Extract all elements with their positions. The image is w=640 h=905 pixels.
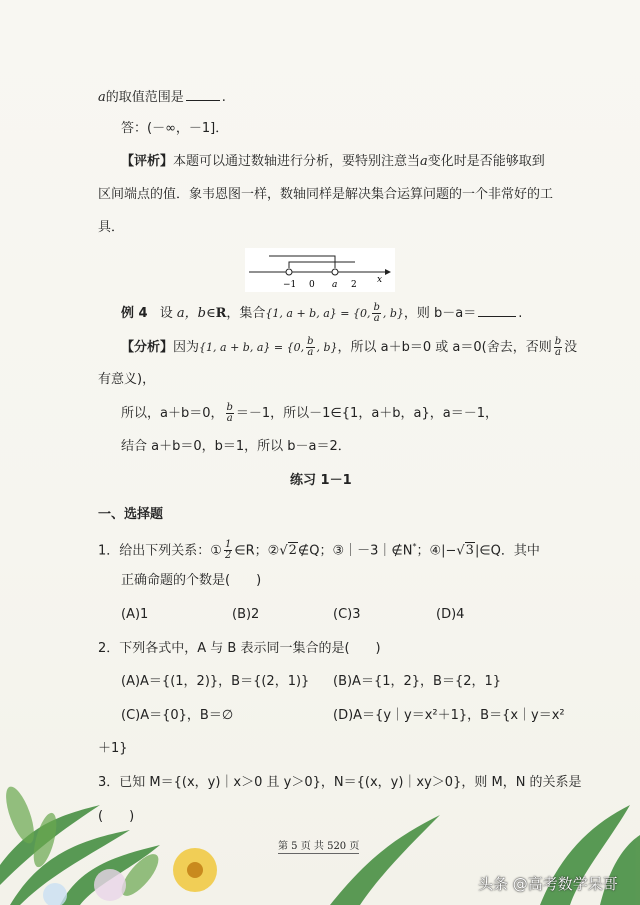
q1-text-2: ∈R；② [234,543,280,559]
axis-label-x: x [377,275,383,285]
fraction-one-half: $\frac{1}{2}$ [224,539,232,562]
number-line-figure [245,248,395,292]
q1-option-c[interactable]: (C)3 [333,607,361,622]
page-footer: 第 5 页 共 520 页 [278,841,360,852]
combine-line: 结合 a＋b＝0，b＝1，所以 b－a＝2． [121,439,351,454]
analysis-line-2: 有意义)， [98,372,156,387]
example-label: 例 4 [121,306,148,321]
so-text-1: 所以，a＋b＝0， [121,406,224,421]
q2-option-d-cont: ＋1} [98,741,128,756]
example-set-left: {1, a + b, a} = {0, [265,307,371,320]
sqrt-two: √2 [279,543,297,559]
tick-label-a: a [332,280,338,290]
question-range-line [98,88,226,107]
comment-line-2: 区间端点的值．象韦恩图一样，数轴同样是解决集合运算问题的一个非常好的工 [98,187,554,202]
question-3-line-2: ( ) [98,809,135,824]
comment-var: a [420,154,428,169]
q2-option-d[interactable]: (D)A＝{y｜y＝x²＋1}，B＝{x｜y＝x² [333,708,565,723]
figure-background [245,248,395,292]
example-period: . [518,306,523,321]
q2-option-c[interactable]: (C)A＝{0}，B＝∅ [121,708,234,723]
q1-option-d[interactable]: (D)4 [436,607,465,622]
tick-label-minus-one: −1 [283,280,297,290]
period: . [221,90,226,105]
comment-text-1: 本题可以通过数轴进行分析，要特别注意当 [173,154,421,169]
q1-text-3: ∉Q；③｜－3｜∉N [297,543,413,559]
exercise-title: 练习 1－1 [290,473,352,488]
q1-star: * [412,542,417,551]
example-4-line [121,303,522,324]
tick-label-zero: 0 [309,280,315,290]
example-blank [478,304,516,317]
example-set-right: , b} [382,307,404,320]
so-text-2: ＝－1，所以－1∈{1，a＋b，a}，a＝－1， [235,406,499,421]
open-point-minus-one [286,269,292,275]
example-text-1: 设 [159,306,173,321]
q1-text-4: ；④ [416,543,442,559]
analysis-text-1: 因为 [173,340,200,355]
question-3-line: 3．已知 M＝{(x，y)｜x＞0 且 y＞0}，N＝{(x，y)｜xy＞0}，则 M，N 的关系是 [98,775,582,790]
example-vars: a，b∈ [176,306,216,321]
set-R: R [215,306,227,321]
analysis-tag: 【分析】 [121,340,174,355]
q2-option-a[interactable]: (A)A＝{(1，2)}，B＝{(2，1)} [121,674,310,689]
example-text-2: ，集合 [226,306,266,321]
analysis-fraction-2: $\frac{b}{a}$ [554,336,562,358]
open-point-a [332,269,338,275]
q1-text-5: ∈Q．其中 [479,543,540,559]
abs-neg-sqrt-three: |−√3| [441,543,480,559]
analysis-set-left: {1, a + b, a} = {0, [199,341,305,354]
comment-tag: 【评析】 [121,154,174,169]
analysis-text-2: ，所以 a＋b＝0 或 a＝0(舍去，否则 [337,340,552,355]
comment-line-1 [121,153,545,171]
so-fraction: $\frac{b}{a}$ [226,402,233,424]
question-1-line-2: 正确命题的个数是( ) [121,573,262,588]
watermark: 头条 @高考数学呆哥 [478,875,618,893]
comment-line-3: 具． [98,220,125,235]
q1-option-a[interactable]: (A)1 [121,607,149,622]
tick-label-two: 2 [351,280,357,290]
range-text: 的取值范围是 [105,90,184,105]
analysis-set-right: , b} [316,341,338,354]
analysis-fraction: $\frac{b}{a}$ [307,336,314,358]
var-a: a [98,90,106,105]
q2-option-b[interactable]: (B)A＝{1，2}，B＝{2，1} [333,674,502,689]
q1-option-b[interactable]: (B)2 [232,607,260,622]
example-text-3: ，则 b－a＝ [403,306,477,321]
question-2-line: 2．下列各式中，A 与 B 表示同一集合的是( ) [98,641,381,656]
analysis-text-3: 没 [564,340,578,355]
fraction-b-over-a: $\frac{b}{a}$ [373,302,380,324]
comment-text-2: 变化时是否能够取到 [427,154,545,169]
answer-blank [186,88,220,101]
q1-text-1: 1．给出下列关系：① [98,543,222,559]
answer-line: 答：(－∞，－1]． [121,121,229,136]
so-line [121,403,498,424]
section-title: 一、选择题 [98,507,164,522]
question-1-line [98,538,540,561]
analysis-line-1 [121,337,577,358]
